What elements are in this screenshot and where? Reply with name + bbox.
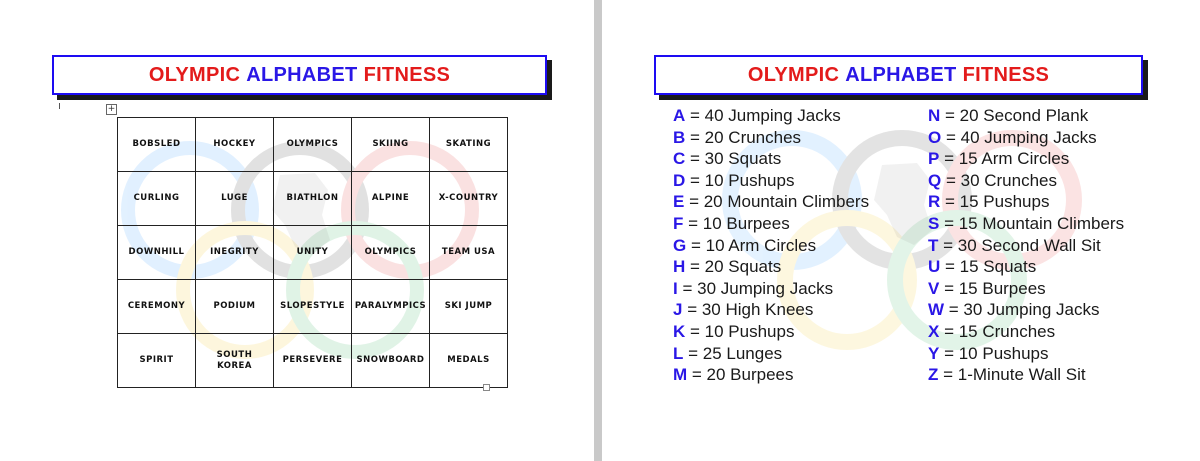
key-exercise: = 10 Burpees — [683, 213, 790, 233]
exercise-key-row — [928, 364, 1124, 386]
key-exercise: = 1-Minute Wall Sit — [938, 365, 1086, 385]
key-letter: F — [673, 213, 684, 233]
exercise-key-row — [928, 148, 1124, 170]
grid-cell[interactable]: SKIING — [352, 118, 430, 172]
key-letter: J — [673, 300, 683, 320]
key-letter: O — [928, 127, 942, 147]
key-letter: H — [673, 257, 686, 277]
key-exercise: = 10 Pushups — [685, 170, 795, 190]
exercise-key-row — [928, 299, 1124, 321]
exercise-key-row — [673, 170, 869, 192]
grid-cell[interactable]: ALPINE — [352, 172, 430, 226]
key-exercise: = 40 Jumping Jacks — [685, 106, 841, 125]
bingo-grid[interactable] — [117, 117, 508, 388]
exercise-key-row — [673, 364, 869, 386]
grid-cell[interactable]: PODIUM — [196, 280, 274, 334]
grid-cell[interactable]: SOUTH KOREA — [196, 334, 274, 388]
key-letter: S — [928, 213, 940, 233]
grid-cell[interactable]: SNOWBOARD — [352, 334, 430, 388]
key-exercise: = 10 Pushups — [939, 343, 1049, 363]
grid-cell[interactable]: OLYMPICS — [274, 118, 352, 172]
exercise-key-row — [928, 343, 1124, 365]
exercise-key-row — [928, 213, 1124, 235]
exercise-key-row — [928, 191, 1124, 213]
key-letter: U — [928, 257, 941, 277]
exercise-key-row — [673, 343, 869, 365]
grid-cell[interactable]: SLOPESTYLE — [274, 280, 352, 334]
key-letter: W — [928, 300, 945, 320]
grid-cell[interactable]: MEDALS — [430, 334, 508, 388]
grid-cell[interactable]: CEREMONY — [118, 280, 196, 334]
grid-cell[interactable]: INEGRITY — [196, 226, 274, 280]
grid-cell[interactable]: SPIRIT — [118, 334, 196, 388]
page-title — [654, 55, 1143, 95]
page-gutter — [594, 0, 602, 461]
exercise-key-row — [673, 148, 869, 170]
exercise-key-row — [673, 105, 869, 127]
key-letter: E — [673, 192, 685, 212]
exercise-key-row — [928, 127, 1124, 149]
title-fitness: FITNESS — [962, 63, 1050, 86]
grid-row — [118, 280, 508, 334]
key-exercise: = 30 Second Wall Sit — [938, 235, 1101, 255]
key-letter: Y — [928, 343, 940, 363]
text-cursor — [59, 103, 60, 109]
key-exercise: = 40 Jumping Jacks — [941, 127, 1097, 147]
grid-row — [118, 118, 508, 172]
grid-cell[interactable]: PERSEVERE — [274, 334, 352, 388]
exercise-key-row — [673, 299, 869, 321]
grid-cell[interactable]: HOCKEY — [196, 118, 274, 172]
grid-row — [118, 172, 508, 226]
key-letter: N — [928, 106, 941, 125]
key-exercise: = 15 Pushups — [940, 192, 1050, 212]
key-exercise: = 30 High Knees — [682, 300, 814, 320]
key-letter: V — [928, 278, 940, 298]
grid-cell[interactable]: UNITY — [274, 226, 352, 280]
grid-cell[interactable]: SKATING — [430, 118, 508, 172]
key-exercise: = 20 Burpees — [687, 365, 794, 385]
page-title — [52, 55, 547, 95]
key-exercise: = 15 Crunches — [939, 321, 1056, 341]
title-fitness: FITNESS — [363, 63, 451, 86]
exercise-key-row — [673, 321, 869, 343]
left-page — [0, 0, 594, 461]
key-letter: B — [673, 127, 686, 147]
exercise-key-row — [673, 191, 869, 213]
exercise-key-row — [928, 321, 1124, 343]
key-letter: X — [928, 321, 940, 341]
grid-cell[interactable]: PARALYMPICS — [352, 280, 430, 334]
key-letter: L — [673, 343, 684, 363]
key-letter: Q — [928, 170, 942, 190]
exercise-key-row — [673, 213, 869, 235]
table-resize-handle[interactable] — [483, 384, 490, 391]
key-letter: C — [673, 149, 686, 169]
grid-cell[interactable]: LUGE — [196, 172, 274, 226]
grid-cell[interactable]: X-COUNTRY — [430, 172, 508, 226]
grid-cell[interactable]: OLYMPICS — [352, 226, 430, 280]
grid-cell[interactable]: SKI JUMP — [430, 280, 508, 334]
key-exercise: = 30 Squats — [685, 149, 782, 169]
key-letter: I — [673, 278, 678, 298]
grid-cell[interactable]: CURLING — [118, 172, 196, 226]
key-exercise: = 20 Squats — [685, 257, 782, 277]
key-exercise: = 10 Arm Circles — [686, 235, 817, 255]
key-exercise: = 30 Jumping Jacks — [677, 278, 834, 298]
grid-row — [118, 334, 508, 388]
title-olympic: OLYMPIC — [747, 63, 840, 86]
exercise-key-row — [673, 278, 869, 300]
key-exercise: = 15 Burpees — [939, 278, 1046, 298]
key-exercise: = 20 Crunches — [685, 127, 802, 147]
exercise-key-column-n-z — [928, 105, 1124, 386]
key-letter: T — [928, 235, 939, 255]
exercise-key-row — [928, 278, 1124, 300]
key-exercise: = 15 Squats — [940, 257, 1037, 277]
right-page — [602, 0, 1200, 461]
grid-cell[interactable]: BIATHLON — [274, 172, 352, 226]
title-alphabet: ALPHABET — [845, 63, 957, 86]
key-exercise: = 20 Second Plank — [940, 106, 1089, 125]
key-exercise: = 25 Lunges — [683, 343, 783, 363]
key-letter: D — [673, 170, 686, 190]
key-letter: Z — [928, 365, 939, 385]
key-exercise: = 15 Arm Circles — [939, 149, 1070, 169]
title-alphabet: ALPHABET — [246, 63, 358, 86]
exercise-key-row — [928, 170, 1124, 192]
key-exercise: = 10 Pushups — [685, 321, 795, 341]
title-olympic: OLYMPIC — [148, 63, 241, 86]
key-letter: G — [673, 235, 687, 255]
exercise-key-row — [928, 256, 1124, 278]
exercise-key-row — [673, 235, 869, 257]
exercise-key-row — [673, 127, 869, 149]
key-letter: R — [928, 192, 941, 212]
key-exercise: = 20 Mountain Climbers — [684, 192, 870, 212]
key-exercise: = 30 Crunches — [941, 170, 1057, 190]
grid-cell[interactable]: TEAM USA — [430, 226, 508, 280]
key-letter: K — [673, 321, 686, 341]
grid-cell[interactable]: BOBSLED — [118, 118, 196, 172]
key-letter: M — [673, 365, 688, 385]
grid-cell[interactable]: DOWNHILL — [118, 226, 196, 280]
key-letter: P — [928, 149, 940, 169]
exercise-key-row — [673, 256, 869, 278]
exercise-key-row — [928, 105, 1124, 127]
key-exercise: = 15 Mountain Climbers — [939, 213, 1125, 233]
exercise-key-column-a-m — [673, 105, 869, 386]
key-letter: A — [673, 106, 686, 125]
grid-row — [118, 226, 508, 280]
table-move-handle[interactable]: + — [107, 104, 116, 114]
exercise-key-row — [928, 235, 1124, 257]
key-exercise: = 30 Jumping Jacks — [944, 300, 1100, 320]
